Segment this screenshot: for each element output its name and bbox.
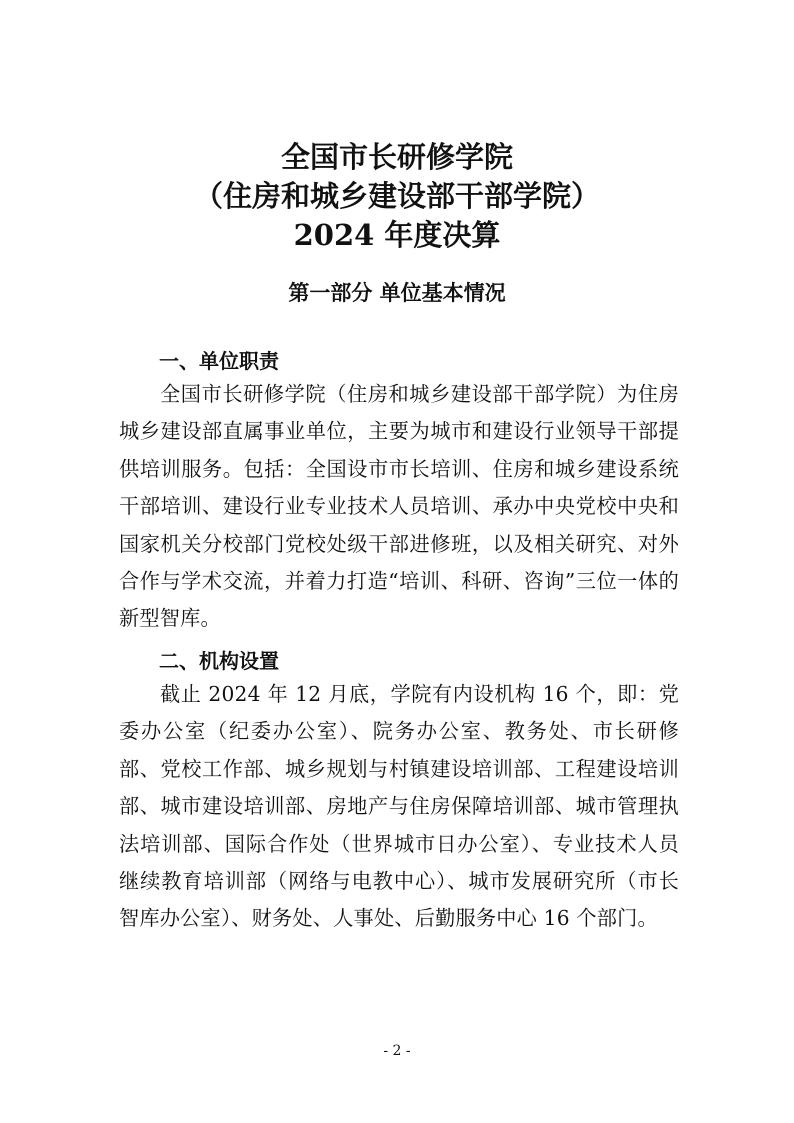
part-heading: 第一部分 单位基本情况 [288,281,506,305]
section-heading: 一、单位职责 [159,349,279,373]
title-line-institute: 全国市长研修学院 [280,140,513,174]
title-line-year: 2024 年度决算 [293,218,501,252]
section-organization [119,646,679,938]
page-number: - 2 - [383,1043,411,1059]
document-title [0,138,794,255]
section-paragraph: 全国市长研修学院（住房和城乡建设部干部学院）为住房城乡建设部直属事业单位，主要为城市和建设行业领导干部提供培训服务。包括：全国设市市长培训、住房和城乡建设系统干部培训、建设行业专业技术人员培训、承办中央党校中央和国家机关分校部门党校处级干部进修班，以及相关研究、对外合作与学术交流，并着力打造“培训、科研、咨询”三位一体的新型智库。 [119,382,679,631]
section-heading: 二、机构设置 [159,649,279,673]
title-line-subtitle: （住房和城乡建设部干部学院） [193,179,600,213]
section-paragraph: 截止 2024 年 12 月底，学院有内设机构 16 个，即：党委办公室（纪委办公室）、院务办公室、教务处、市长研修部、党校工作部、城乡规划与村镇建设培训部、工程建设培训部、城市建设培训部、房地产与住房保障培训部、城市管理执法培训部、国际合作处（世界城市日办公室）、专业技术人员继续教育培训部（网络与电教中心）、城市发展研究所（市长智库办公室）、财务处、人事处、后勤服务中心 16 个部门。 [119,682,679,931]
section-responsibilities [119,346,679,638]
